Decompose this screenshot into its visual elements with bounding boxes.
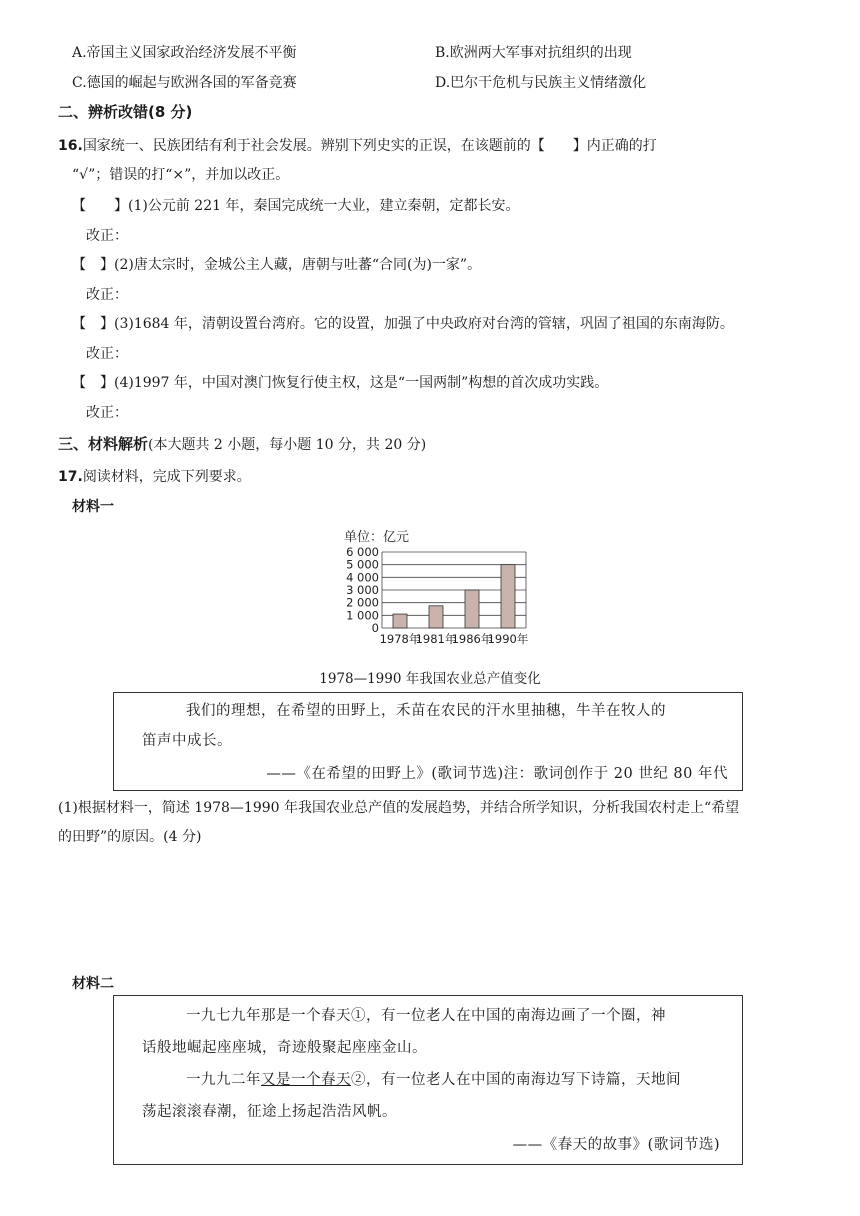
q16-number: 16. xyxy=(58,138,83,154)
q16-item-3-bracket: 【 】 xyxy=(72,316,114,332)
q16-stem-line2: “√”；错误的打“×”，并加以改正。 xyxy=(72,167,290,183)
chart-x-tick-label: 1981年 xyxy=(415,632,457,646)
chart-bar-1990年 xyxy=(501,565,515,628)
q17-1-line1: (1)根据材料一，简述 1978—1990 年我国农业总产值的发展趋势，并结合所学知识，分析我国农村走上“希望 xyxy=(58,800,740,816)
agri-output-chart xyxy=(330,522,550,652)
q16-item-3 xyxy=(72,313,734,333)
box1-line1: 我们的理想，在希望的田野上，禾苗在农民的汗水里抽穗，牛羊在牧人的 xyxy=(186,703,666,719)
q17-stem-text: 阅读材料，完成下列要求。 xyxy=(82,469,251,485)
chart-x-tick-label: 1986年 xyxy=(451,632,493,646)
material-1-quote-box xyxy=(113,692,743,791)
chart-y-tick-label: 3 000 xyxy=(346,583,379,597)
box2-line1 xyxy=(186,1004,666,1025)
box2-line3 xyxy=(186,1068,681,1089)
box1-source: ——《在希望的田野上》(歌词节选)注：歌词创作于 20 世纪 80 年代 xyxy=(266,766,728,782)
option-b: B.欧洲两大军事对抗组织的出现 xyxy=(435,45,632,61)
chart-x-tick-label: 1990年 xyxy=(487,632,529,646)
chart-y-ticks xyxy=(346,545,379,635)
chart-y-tick-label: 1 000 xyxy=(346,608,379,623)
q16-item-4 xyxy=(72,372,608,392)
q17-number: 17. xyxy=(58,469,83,485)
q16-item-4-fix: 改正： xyxy=(86,405,128,421)
chart-bar-1986年 xyxy=(465,590,479,628)
box2-line2: 话般地崛起座座城，奇迹般聚起座座金山。 xyxy=(142,1040,427,1056)
material-1-label: 材料一 xyxy=(72,499,114,515)
section-2-title: 二、辨析改错 xyxy=(58,103,149,121)
box1-line2: 笛声中成长。 xyxy=(142,733,232,749)
section-3-title: 三、材料解析 xyxy=(58,435,149,453)
option-a: A.帝国主义国家政治经济发展不平衡 xyxy=(72,45,297,61)
q16-item-2-fix: 改正： xyxy=(86,287,128,303)
q16-item-1 xyxy=(72,195,519,215)
q16-item-4-bracket: 【 】 xyxy=(72,375,114,391)
q16-item-2-bracket: 【 】 xyxy=(72,257,114,273)
box2-line1-a: 一九七九年那是一个春天 xyxy=(186,1008,351,1024)
q16-item-2 xyxy=(72,254,481,274)
q16-item-4-text: (4)1997 年，中国对澳门恢复行使主权，这是“一国两制”构想的首次成功实践。 xyxy=(114,375,609,391)
chart-y-tick-label: 2 000 xyxy=(346,595,379,610)
section-2-heading xyxy=(58,101,192,122)
chart-unit-label: 单位：亿元 xyxy=(344,530,410,545)
section-3-note: (本大题共 2 小题，每小题 10 分，共 20 分) xyxy=(148,437,427,453)
chart-x-tick-label: 1978年 xyxy=(379,632,421,646)
box2-line3-a: 一九九二年 xyxy=(186,1072,261,1088)
q16-stem-text: 国家统一、民族团结有利于社会发展。辨别下列史实的正误，在该题前的【 】内正确的打 xyxy=(82,138,657,154)
box2-line4: 荡起滚滚春潮，征途上扬起浩浩风帆。 xyxy=(142,1104,397,1120)
q17-1-line2: 的田野”的原因。(4 分) xyxy=(58,829,202,845)
chart-x-ticks xyxy=(380,632,529,646)
chart-bar-1981年 xyxy=(429,606,443,628)
q16-item-1-bracket: 【 】 xyxy=(72,198,128,214)
chart-y-tick-label: 4 000 xyxy=(346,570,379,585)
option-d: D.巴尔干危机与民族主义情绪激化 xyxy=(435,75,647,91)
q16-item-1-text: (1)公元前 221 年，秦国完成统一大业，建立秦朝，定都长安。 xyxy=(128,198,520,214)
q16-item-3-text: (3)1684 年，清朝设置台湾府。它的设置，加强了中央政府对台湾的管辖，巩固了祖国的东南海防。 xyxy=(114,316,734,332)
chart-bar-1978年 xyxy=(393,614,407,628)
q16-item-2-text: (2)唐太宗时，金城公主人藏，唐朝与吐蕃“合同(为)一家”。 xyxy=(114,257,482,273)
box2-line3-underlined: 又是一个春天 xyxy=(261,1072,351,1088)
section-3-heading xyxy=(58,433,426,454)
chart-y-tick-label: 0 xyxy=(371,621,379,635)
chart-title: 1978—1990 年我国农业总产值变化 xyxy=(319,671,541,687)
box2-line3-b: ，有一位老人在中国的南海边写下诗篇，天地间 xyxy=(366,1072,681,1088)
box2-source: ——《春天的故事》(歌词节选) xyxy=(512,1137,720,1153)
chart-y-tick-label: 5 000 xyxy=(346,557,379,572)
chart-bars xyxy=(393,565,515,628)
q17-stem xyxy=(58,466,251,486)
q16-item-3-fix: 改正： xyxy=(86,346,128,362)
box2-line1-b: ，有一位老人在中国的南海边画了一个圈，神 xyxy=(366,1008,666,1024)
box2-mark-2: ② xyxy=(351,1072,366,1088)
section-2-score: (8 分) xyxy=(148,103,193,121)
q16-item-1-fix: 改正： xyxy=(86,228,128,244)
box2-mark-1: ① xyxy=(351,1008,366,1024)
option-c: C.德国的崛起与欧洲各国的军备竞赛 xyxy=(72,75,297,91)
q16-stem-line1 xyxy=(58,135,657,155)
material-2-quote-box xyxy=(113,995,743,1165)
material-2-label: 材料二 xyxy=(72,976,114,992)
chart-y-tick-label: 6 000 xyxy=(346,545,379,559)
